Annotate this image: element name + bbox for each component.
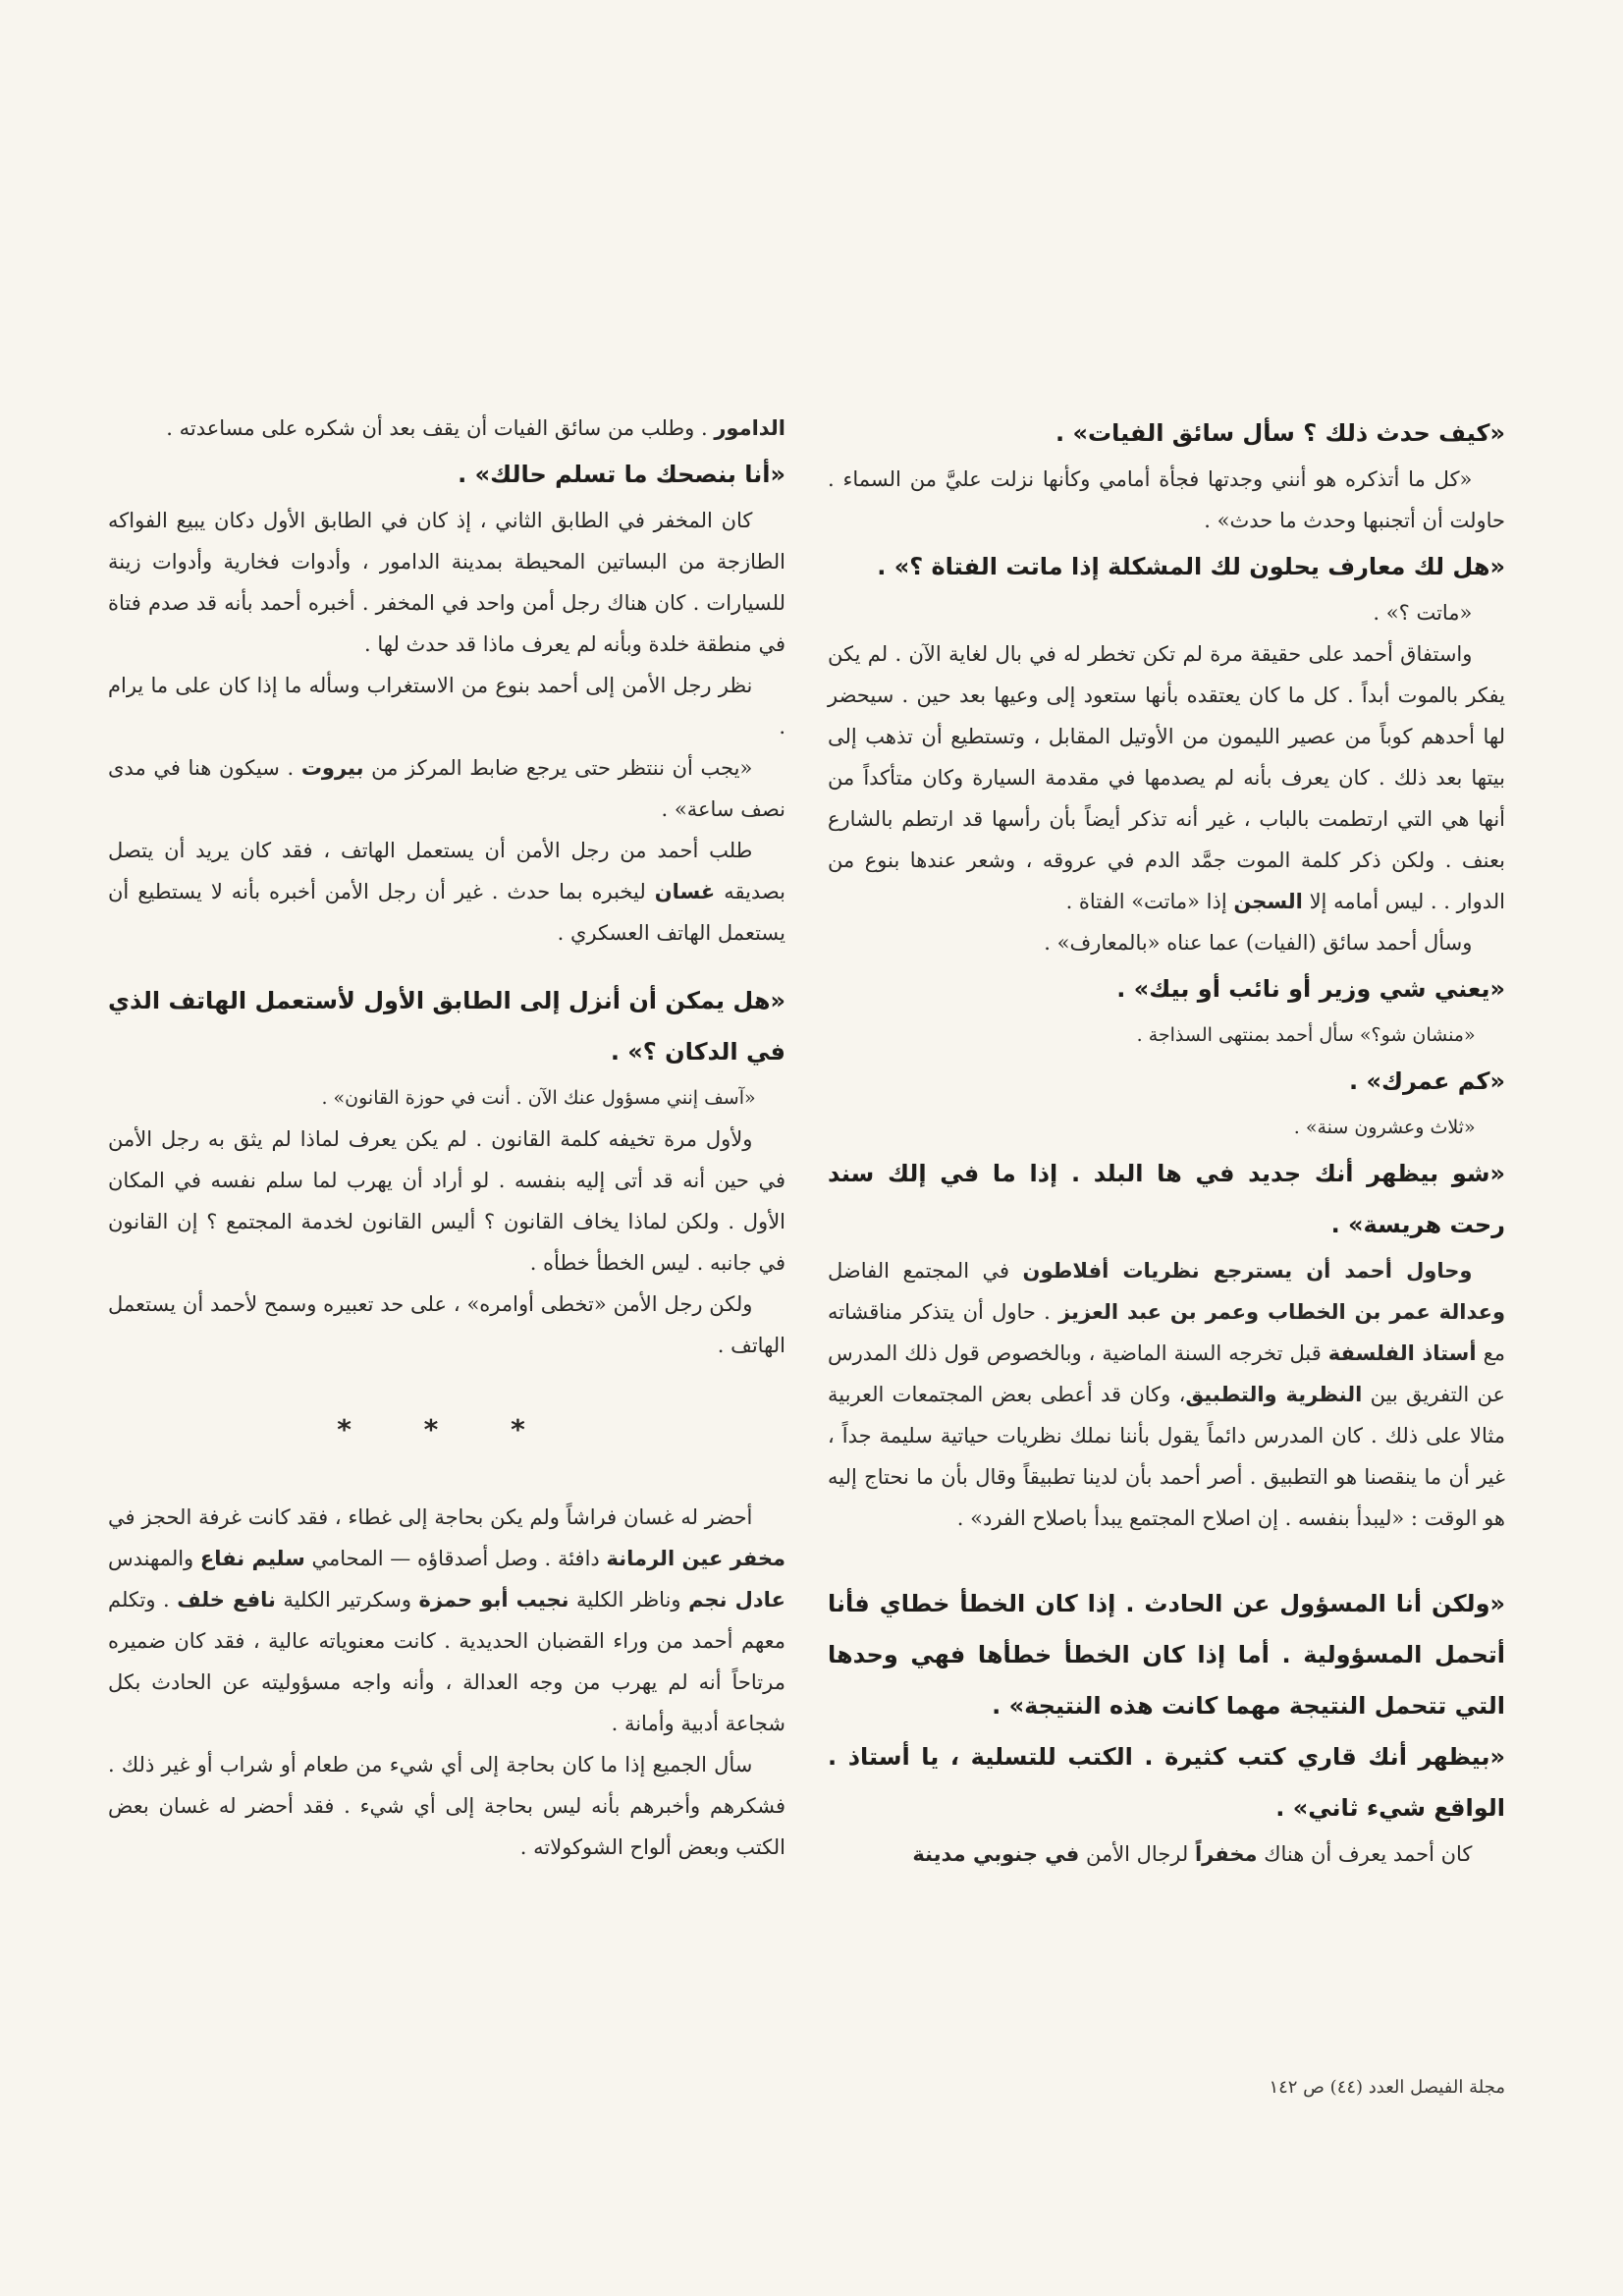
paragraph: نظر رجل الأمن إلى أحمد بنوع من الاستغراب وسأله ما إذا كان على ما يرام .: [108, 674, 785, 738]
bold-name: عادل نجم: [688, 1588, 785, 1612]
bold-term: الدامور: [714, 416, 785, 440]
paragraph: [828, 1833, 1505, 1875]
bold-term: النظرية والتطبيق: [1185, 1383, 1363, 1406]
paragraph: [828, 633, 1505, 922]
bold-phrase: في جنوبي مدينة: [912, 1842, 1080, 1866]
right-column: [828, 408, 1505, 1875]
paragraph-text: طلب أحمد من رجل الأمن أن يستعمل الهاتف ، فقد كان يريد أن يتصل بصديقه: [108, 839, 785, 903]
dialogue-line: «شو بيظهر أنك جديد في ها البلد . إذا ما في إلك سند رحت هريسة» .: [828, 1160, 1505, 1238]
paragraph: وسأل أحمد سائق (الفيات) عما عناه «بالمعارف» .: [1044, 931, 1473, 955]
bold-phrase: وحاول أحمد أن يسترجع نظريات أفلاطون: [1022, 1259, 1473, 1283]
section-separator: * * *: [337, 1413, 557, 1446]
paragraph-text: وسكرتير الكلية: [283, 1588, 411, 1612]
dialogue-line: «كم عمرك» .: [1348, 1067, 1505, 1095]
bold-phrase: وعدالة عمر بن الخطاب وعمر بن عبد العزيز: [1058, 1300, 1505, 1324]
spacer: [828, 1539, 1505, 1578]
paragraph-text: إذا «ماتت» الفتاة .: [1065, 890, 1227, 913]
paragraph-text: واستفاق أحمد على حقيقة مرة لم تكن تخطر له في بال لغاية الآن . لم يكن يفكر بالموت أبداً . كل ما كان يعتقده بأنها ستعود إلى وعيها بعد حين . سيحضر لها أحدهم كوباً من عصير الليمون من الأوتيل المقابل ، وتستطيع أن تذهب إلى بيتها بعد ذلك . كان يعرف بأنه لم يصدمها في مقدمة السيارة وكان متأكداً من أنها هي التي ارتطمت بالباب ، غير أنه تذكر أيضاً بأن رأسها قد ارتطم بالشارع بعنف . ولكن ذكر كلمة الموت جمَّد الدم في عروقه ، وشعر عندها بنوع من الدوار . . ليس أمامه إلا: [828, 642, 1505, 913]
paragraph: كان المخفر في الطابق الثاني ، إذ كان في الطابق الأول دكان يبيع الفواكه الطازجة من البساتين المحيطة بمدينة الدامور ، وأدوات فخارية وأدوات زينة للسيارات . كان هناك رجل أمن واحد في المخفر . أخبره أحمد بأنه قد صدم فتاة في منطقة خلدة وبأنه لم يعرف ماذا قد حدث لها .: [108, 509, 785, 656]
spacer: [108, 954, 785, 975]
paragraph-text: أحضر له غسان فراشاً ولم يكن بحاجة إلى غطاء ، فقد كانت غرفة الحجز في: [108, 1505, 753, 1529]
paragraph: [108, 830, 785, 954]
paragraph: سأل الجميع إذا ما كان بحاجة إلى أي شيء من طعام أو شراب أو غير ذلك . فشكرهم وأخبرهم بأنه ليس بحاجة إلى أي شيء . فقد أحضر له غسان بعض الكتب وبعض ألواح الشوكولاته .: [108, 1753, 785, 1859]
paragraph-text: في المجتمع الفاضل: [828, 1259, 1010, 1283]
paragraph-text: ، وكان قد أعطى بعض المجتمعات العربية مثالا على ذلك . كان المدرس دائماً يقول بأننا نملك نظريات حياتية سليمة جداً ، غير أن ما ينقصنا هو التطبيق . أصر أحمد بأن لدينا تطبيقاً وقال بأن ما نحتاج إليه هو الوقت : «ليبدأ بنفسه . إن اصلاح المجتمع يبدأ باصلاح الفرد» .: [828, 1383, 1505, 1530]
paragraph-text: لرجال الأمن: [1085, 1842, 1189, 1866]
page-footer: مجلة الفيصل العدد (٤٤) ص ١٤٢: [1269, 2077, 1505, 2098]
bold-term: السجن: [1233, 890, 1303, 913]
paragraph-text: . وطلب من سائق الفيات أن يقف بعد أن شكره على مساعدته .: [166, 416, 708, 440]
left-column: [108, 408, 785, 1868]
bold-name: سليم نفاع: [199, 1547, 305, 1570]
dialogue-line: «بيظهر أنك قاري كتب كثيرة . الكتب للتسلية ، يا أستاذ . الواقع شيء ثاني» .: [828, 1743, 1505, 1822]
paragraph: ولأول مرة تخيفه كلمة القانون . لم يكن يعرف لماذا لم يثق به رجل الأمن في حين أنه قد أتى إليه بنفسه . لو أراد أن يهرب لما سلم نفسه في المكان الأول . ولكن لماذا يخاف القانون ؟ أليس القانون لخدمة المجتمع ؟ إن القانون في جانبه . ليس الخطأ خطأه .: [108, 1127, 785, 1275]
paragraph-text: قبل تخرجه السنة الماضية ، وبالخصوص قول ذلك المدرس عن التفريق بين: [828, 1341, 1505, 1406]
paragraph-text: ليخبره بما حدث . غير أن رجل الأمن أخبره بأنه لا يستطيع أن يستعمل الهاتف العسكري .: [108, 880, 785, 945]
paragraph-text: دافئة . وصل أصدقاؤه — المحامي: [311, 1547, 600, 1570]
dialogue-line: «هل يمكن أن أنزل إلى الطابق الأول لأستعمل الهاتف الذي في الدكان ؟» .: [108, 987, 785, 1066]
dialogue-line: «كيف حدث ذلك ؟ سأل سائق الفيات» .: [1055, 419, 1505, 447]
paragraph: «منشان شو؟» سأل أحمد بمنتهى السذاجة .: [1136, 1024, 1476, 1046]
bold-term: غسان: [654, 880, 716, 903]
paragraph-text: والمهندس: [108, 1547, 194, 1570]
dialogue-line: «هل لك معارف يحلون لك المشكلة إذا ماتت الفتاة ؟» .: [877, 553, 1505, 580]
paragraph: [108, 1497, 785, 1744]
paragraph: «ثلاث وعشرون سنة» .: [1293, 1117, 1476, 1138]
paragraph: [828, 1250, 1505, 1539]
dialogue-line: «يعني شي وزير أو نائب أو بيك» .: [1116, 975, 1505, 1003]
bold-name: نافع خلف: [177, 1588, 276, 1612]
paragraph: [108, 408, 785, 449]
paragraph: «آسف إنني مسؤول عنك الآن . أنت في حوزة القانون» .: [321, 1087, 756, 1109]
bold-term: مخفر عين الرمانة: [606, 1547, 785, 1570]
paragraph-text: «يجب أن ننتظر حتى يرجع ضابط المركز من: [371, 756, 753, 780]
paragraph-text: . حاول أن يتذكر مناقشاته مع: [828, 1300, 1505, 1365]
paragraph-text: كان أحمد يعرف أن هناك: [1264, 1842, 1473, 1866]
paragraph: «كل ما أتذكره هو أنني وجدتها فجأة أمامي وكأنها نزلت عليَّ من السماء . حاولت أن أتجنبها وحدث ما حدث» .: [828, 467, 1505, 532]
paragraph: «ماتت ؟» .: [1373, 601, 1473, 625]
paragraph-text: . سيكون هنا في مدى نصف ساعة» .: [108, 756, 785, 821]
paragraph-text: . وتكلم معهم أحمد من وراء القضبان الحديدية . كانت معنوياته عالية ، فقد كان ضميره مرتاحاً أنه لم يهرب من وجه العدالة ، وأنه واجه مسؤوليته عن الحادث بكل شجاعة أدبية وأمانة .: [108, 1588, 785, 1735]
paragraph: [108, 747, 785, 830]
paragraph-text: وناظر الكلية: [576, 1588, 681, 1612]
bold-term: بيروت: [300, 756, 364, 780]
paragraph: ولكن رجل الأمن «تخطى أوامره» ، على حد تعبيره وسمح لأحمد أن يستعمل الهاتف .: [108, 1292, 785, 1357]
bold-term: مخفراً: [1194, 1842, 1258, 1866]
dialogue-line: «أنا بنصحك ما تسلم حالك» .: [458, 461, 785, 488]
bold-term: أستاذ الفلسفة: [1327, 1341, 1477, 1365]
bold-name: نجيب أبو حمزة: [418, 1588, 569, 1612]
dialogue-line: «ولكن أنا المسؤول عن الحادث . إذا كان الخطأ خطاي فأنا أتحمل المسؤولية . أما إذا كان الخطأ خطأها فهي وحدها التي تتحمل النتيجة مهما كانت هذه النتيجة» .: [828, 1590, 1505, 1720]
